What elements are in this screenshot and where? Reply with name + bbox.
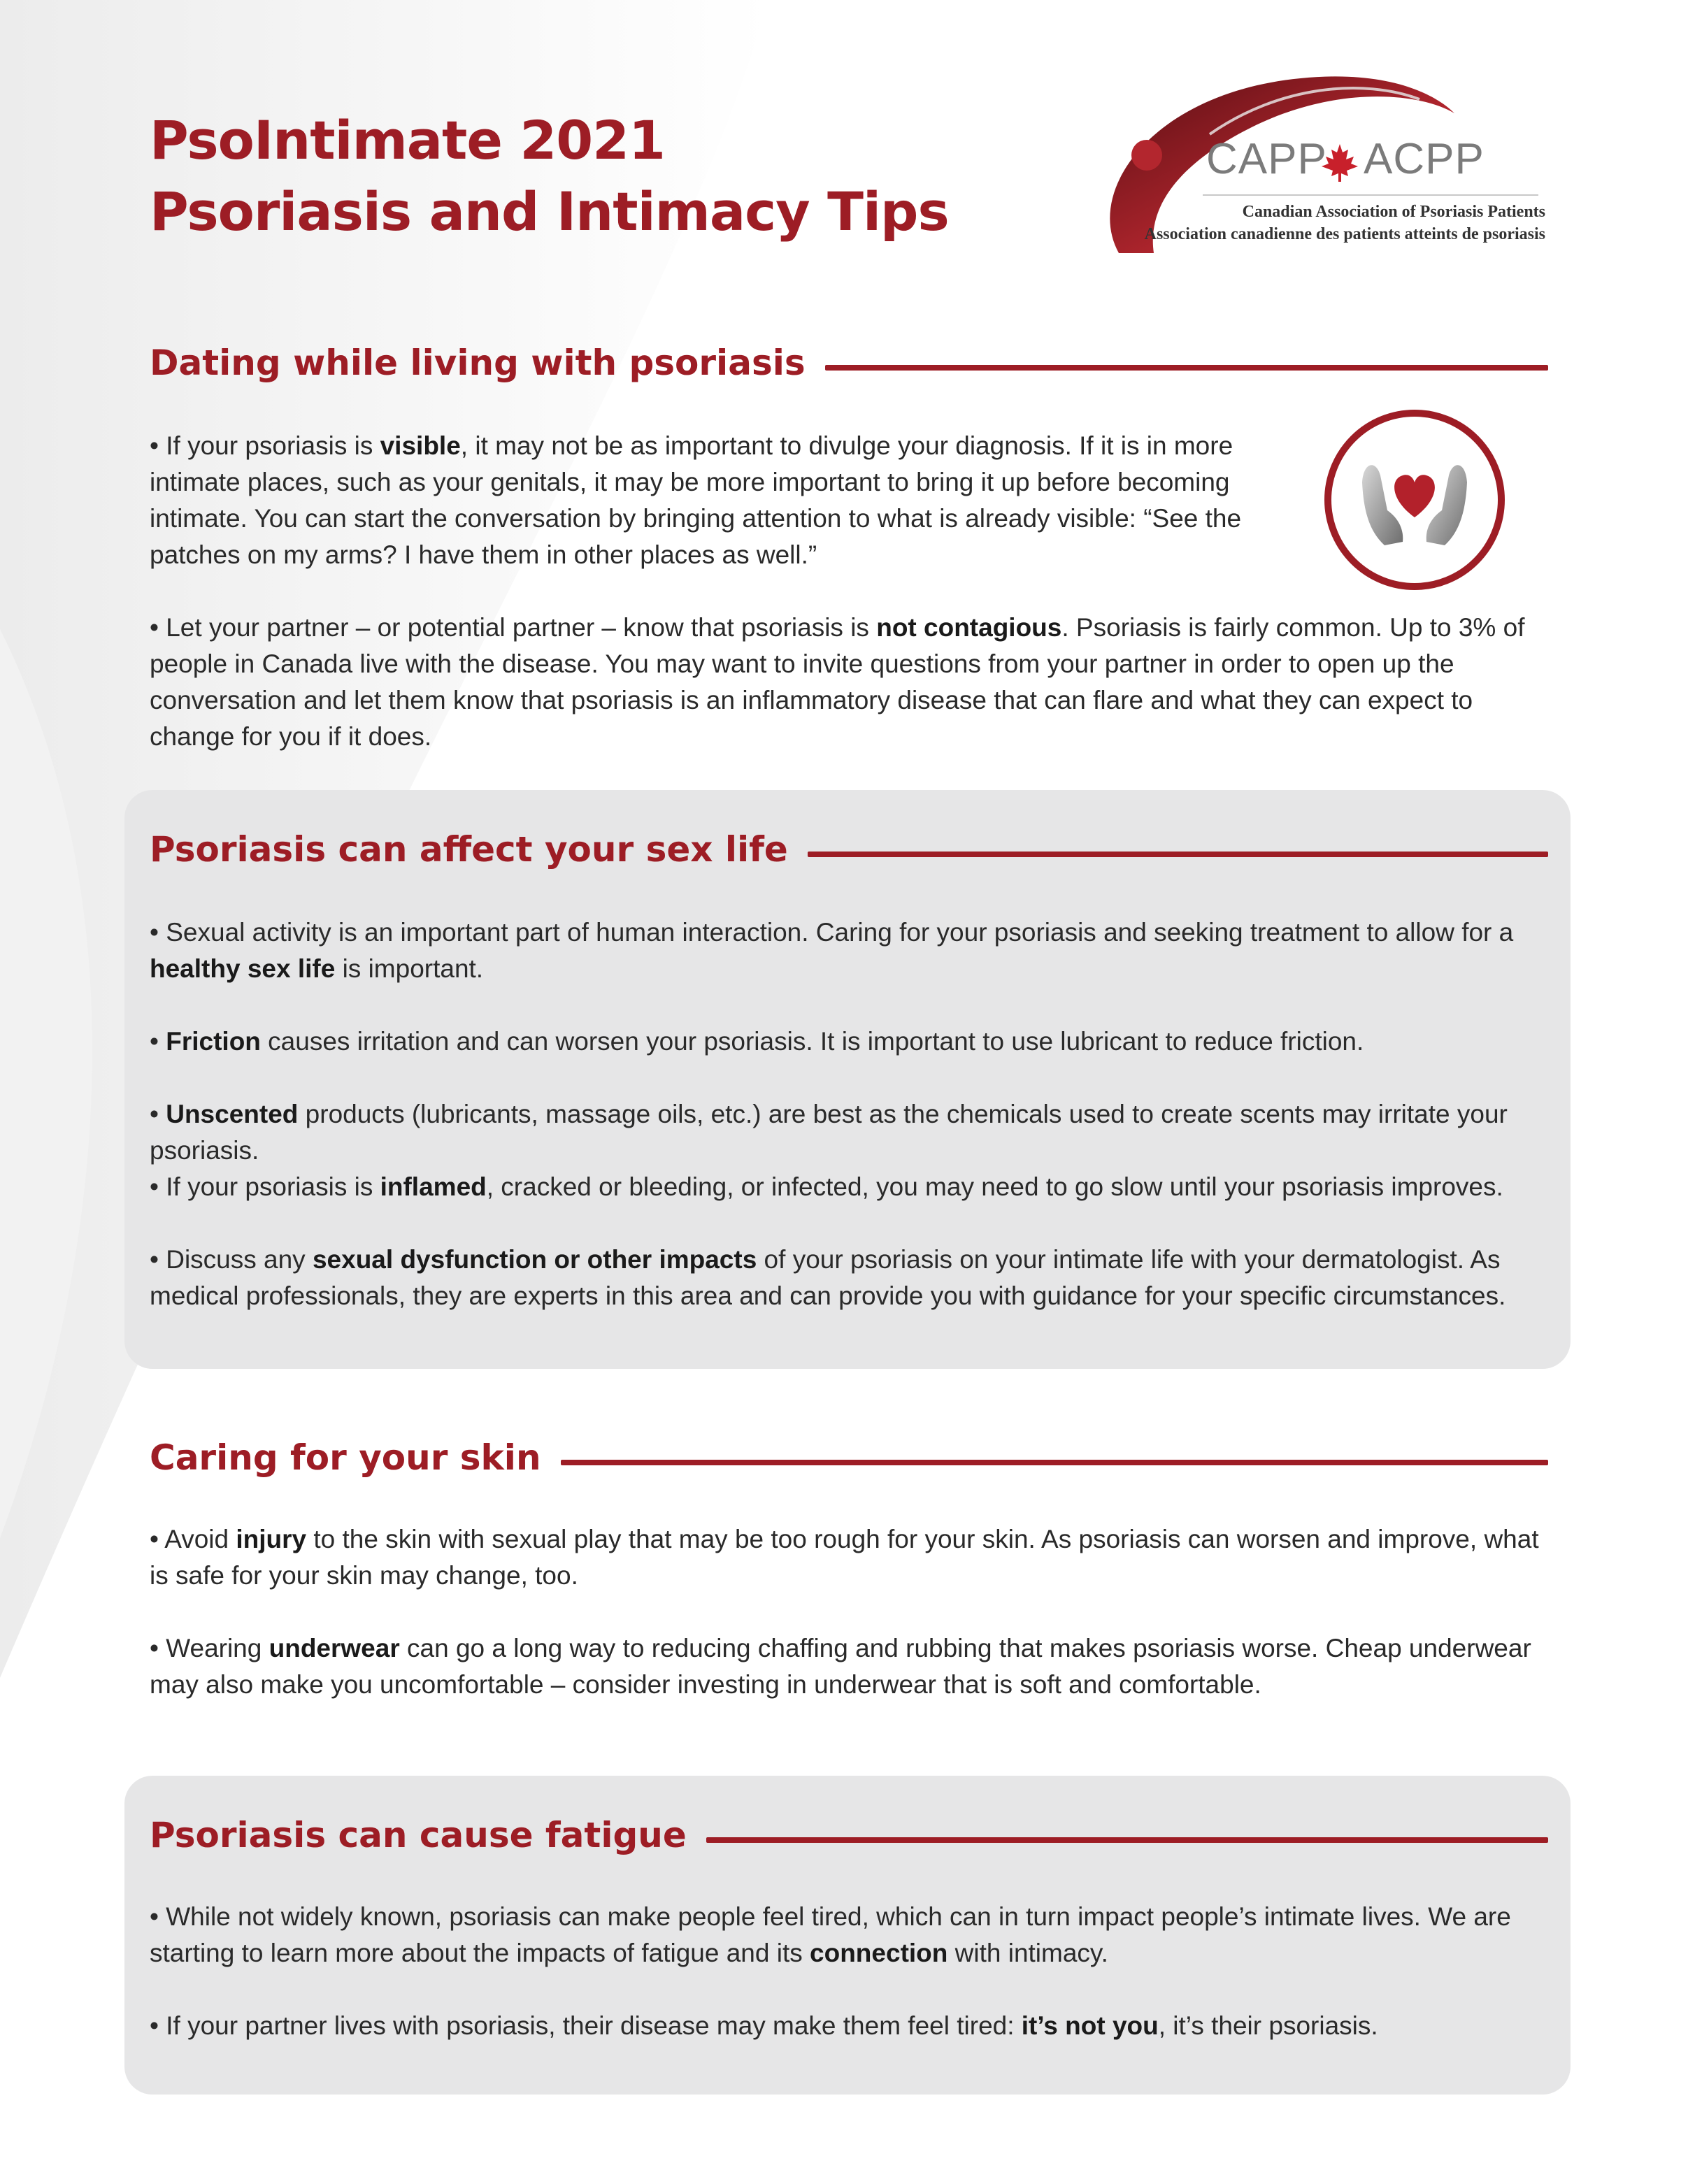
text-segment: products (lubricants, massage oils, etc.) are best as the chemicals used to create scents may irritate your psoriasis. <box>150 1100 1508 1165</box>
emphasis-text: connection <box>810 1939 948 1967</box>
logo-english-name: Canadian Association of Psoriasis Patients <box>1242 203 1545 221</box>
emphasis-text: injury <box>236 1525 307 1553</box>
dating-paragraph-1 <box>150 428 1310 573</box>
heading-sex-life: Psoriasis can affect your sex life <box>150 829 788 870</box>
maple-leaf-icon <box>1319 141 1361 183</box>
fatigue-paragraph-2 <box>150 2008 1548 2044</box>
logo-capp-text: CAPP <box>1206 135 1327 183</box>
emphasis-text: visible <box>380 431 461 460</box>
text-segment: , it may not be as important to divulge your diagnosis. If it is in more intimate places, such as your genitals, it may be more important to bring it up before becoming intimate. You can start the conversation by bringing attention to what is already visible: “See the patches on my arms? I have them in other places as well.” <box>150 431 1242 569</box>
heading-rule <box>706 1837 1548 1843</box>
text-segment: . Psoriasis is fairly common. Up to 3% of people in Canada live with the disease. You may want to invite questions from your partner in order to open up the conversation and let them know that psoriasis is an inflammatory disease that can flare and what they can expect to change for you if it does. <box>150 613 1525 751</box>
text-segment: • <box>150 1027 166 1056</box>
title-line-1: PsoIntimate 2021 <box>150 109 665 171</box>
text-segment: , it’s their psoriasis. <box>1158 2011 1378 2040</box>
text-segment: can go a long way to reducing chaffing and rubbing that makes psoriasis worse. Cheap underwear may also make you uncomfortable – consider investing in underwear that is soft and comfortable. <box>150 1634 1531 1699</box>
title-line-2: Psoriasis and Intimacy Tips <box>150 180 949 243</box>
section-heading-skin <box>150 1433 1548 1482</box>
text-segment: • Let your partner – or potential partner – know that psoriasis is <box>150 613 877 642</box>
emphasis-text: not contagious <box>876 613 1062 642</box>
section-heading-sex-life <box>150 825 1548 874</box>
sex-life-paragraph-4 <box>150 1169 1548 1205</box>
emphasis-text: Friction <box>166 1027 261 1056</box>
text-segment: • Sexual activity is an important part of human interaction. Caring for your psoriasis and seeking treatment to allow for a <box>150 918 1514 947</box>
heading-rule <box>825 365 1548 371</box>
sex-life-paragraph-2 <box>150 1023 1548 1060</box>
text-segment: • <box>150 1100 166 1128</box>
text-segment: , cracked or bleeding, or infected, you may need to go slow until your psoriasis improves. <box>486 1172 1503 1201</box>
emphasis-text: it’s not you <box>1021 2011 1159 2040</box>
capp-logo <box>1070 64 1559 260</box>
heading-rule <box>561 1460 1548 1465</box>
sex-life-paragraph-1 <box>150 914 1548 987</box>
emphasis-text: Unscented <box>166 1100 299 1128</box>
text-segment: with intimacy. <box>947 1939 1108 1967</box>
skin-paragraph-2 <box>150 1630 1548 1703</box>
logo-french-name: Association canadienne des patients atteints de psoriasis <box>1144 225 1545 243</box>
text-segment: • Wearing <box>150 1634 269 1662</box>
text-segment: • Avoid <box>150 1525 236 1553</box>
text-segment: • If your partner lives with psoriasis, their disease may make them feel tired: <box>150 2011 1022 2040</box>
sex-life-paragraph-3 <box>150 1096 1548 1169</box>
text-segment: • Discuss any <box>150 1245 313 1274</box>
heading-fatigue: Psoriasis can cause fatigue <box>150 1815 687 1855</box>
emphasis-text: underwear <box>269 1634 400 1662</box>
heading-rule <box>808 852 1548 857</box>
page-title <box>150 105 949 247</box>
emphasis-text: healthy sex life <box>150 954 336 983</box>
heading-skin: Caring for your skin <box>150 1437 541 1478</box>
logo-divider <box>1203 194 1538 196</box>
section-heading-fatigue <box>150 1811 1548 1860</box>
text-segment: of your psoriasis on your intimate life with your dermatologist. As medical professionals, they are experts in this area and can provide you with guidance for your specific circumstances. <box>150 1245 1506 1310</box>
dating-paragraph-2 <box>150 610 1548 755</box>
emphasis-text: inflamed <box>380 1172 487 1201</box>
emphasis-text: sexual dysfunction or other impacts <box>312 1245 757 1274</box>
text-segment: • If your psoriasis is <box>150 431 380 460</box>
text-segment: is important. <box>335 954 484 983</box>
text-segment: causes irritation and can worsen your psoriasis. It is important to use lubricant to reduce friction. <box>260 1027 1364 1056</box>
text-segment: • If your psoriasis is <box>150 1172 380 1201</box>
sex-life-paragraph-5 <box>150 1242 1548 1314</box>
fatigue-paragraph-1 <box>150 1899 1548 1971</box>
text-segment: to the skin with sexual play that may be too rough for your skin. As psoriasis can worsen and improve, what is safe for your skin may change, too. <box>150 1525 1539 1590</box>
heart-in-hands-icon <box>1320 405 1509 594</box>
text-segment: • While not widely known, psoriasis can make people feel tired, which can in turn impact people’s intimate lives. We are starting to learn more about the impacts of fatigue and its <box>150 1902 1511 1967</box>
logo-acpp-text: ACPP <box>1364 135 1485 183</box>
skin-paragraph-1 <box>150 1521 1548 1594</box>
section-heading-dating <box>150 338 1548 387</box>
heading-dating: Dating while living with psoriasis <box>150 343 806 383</box>
